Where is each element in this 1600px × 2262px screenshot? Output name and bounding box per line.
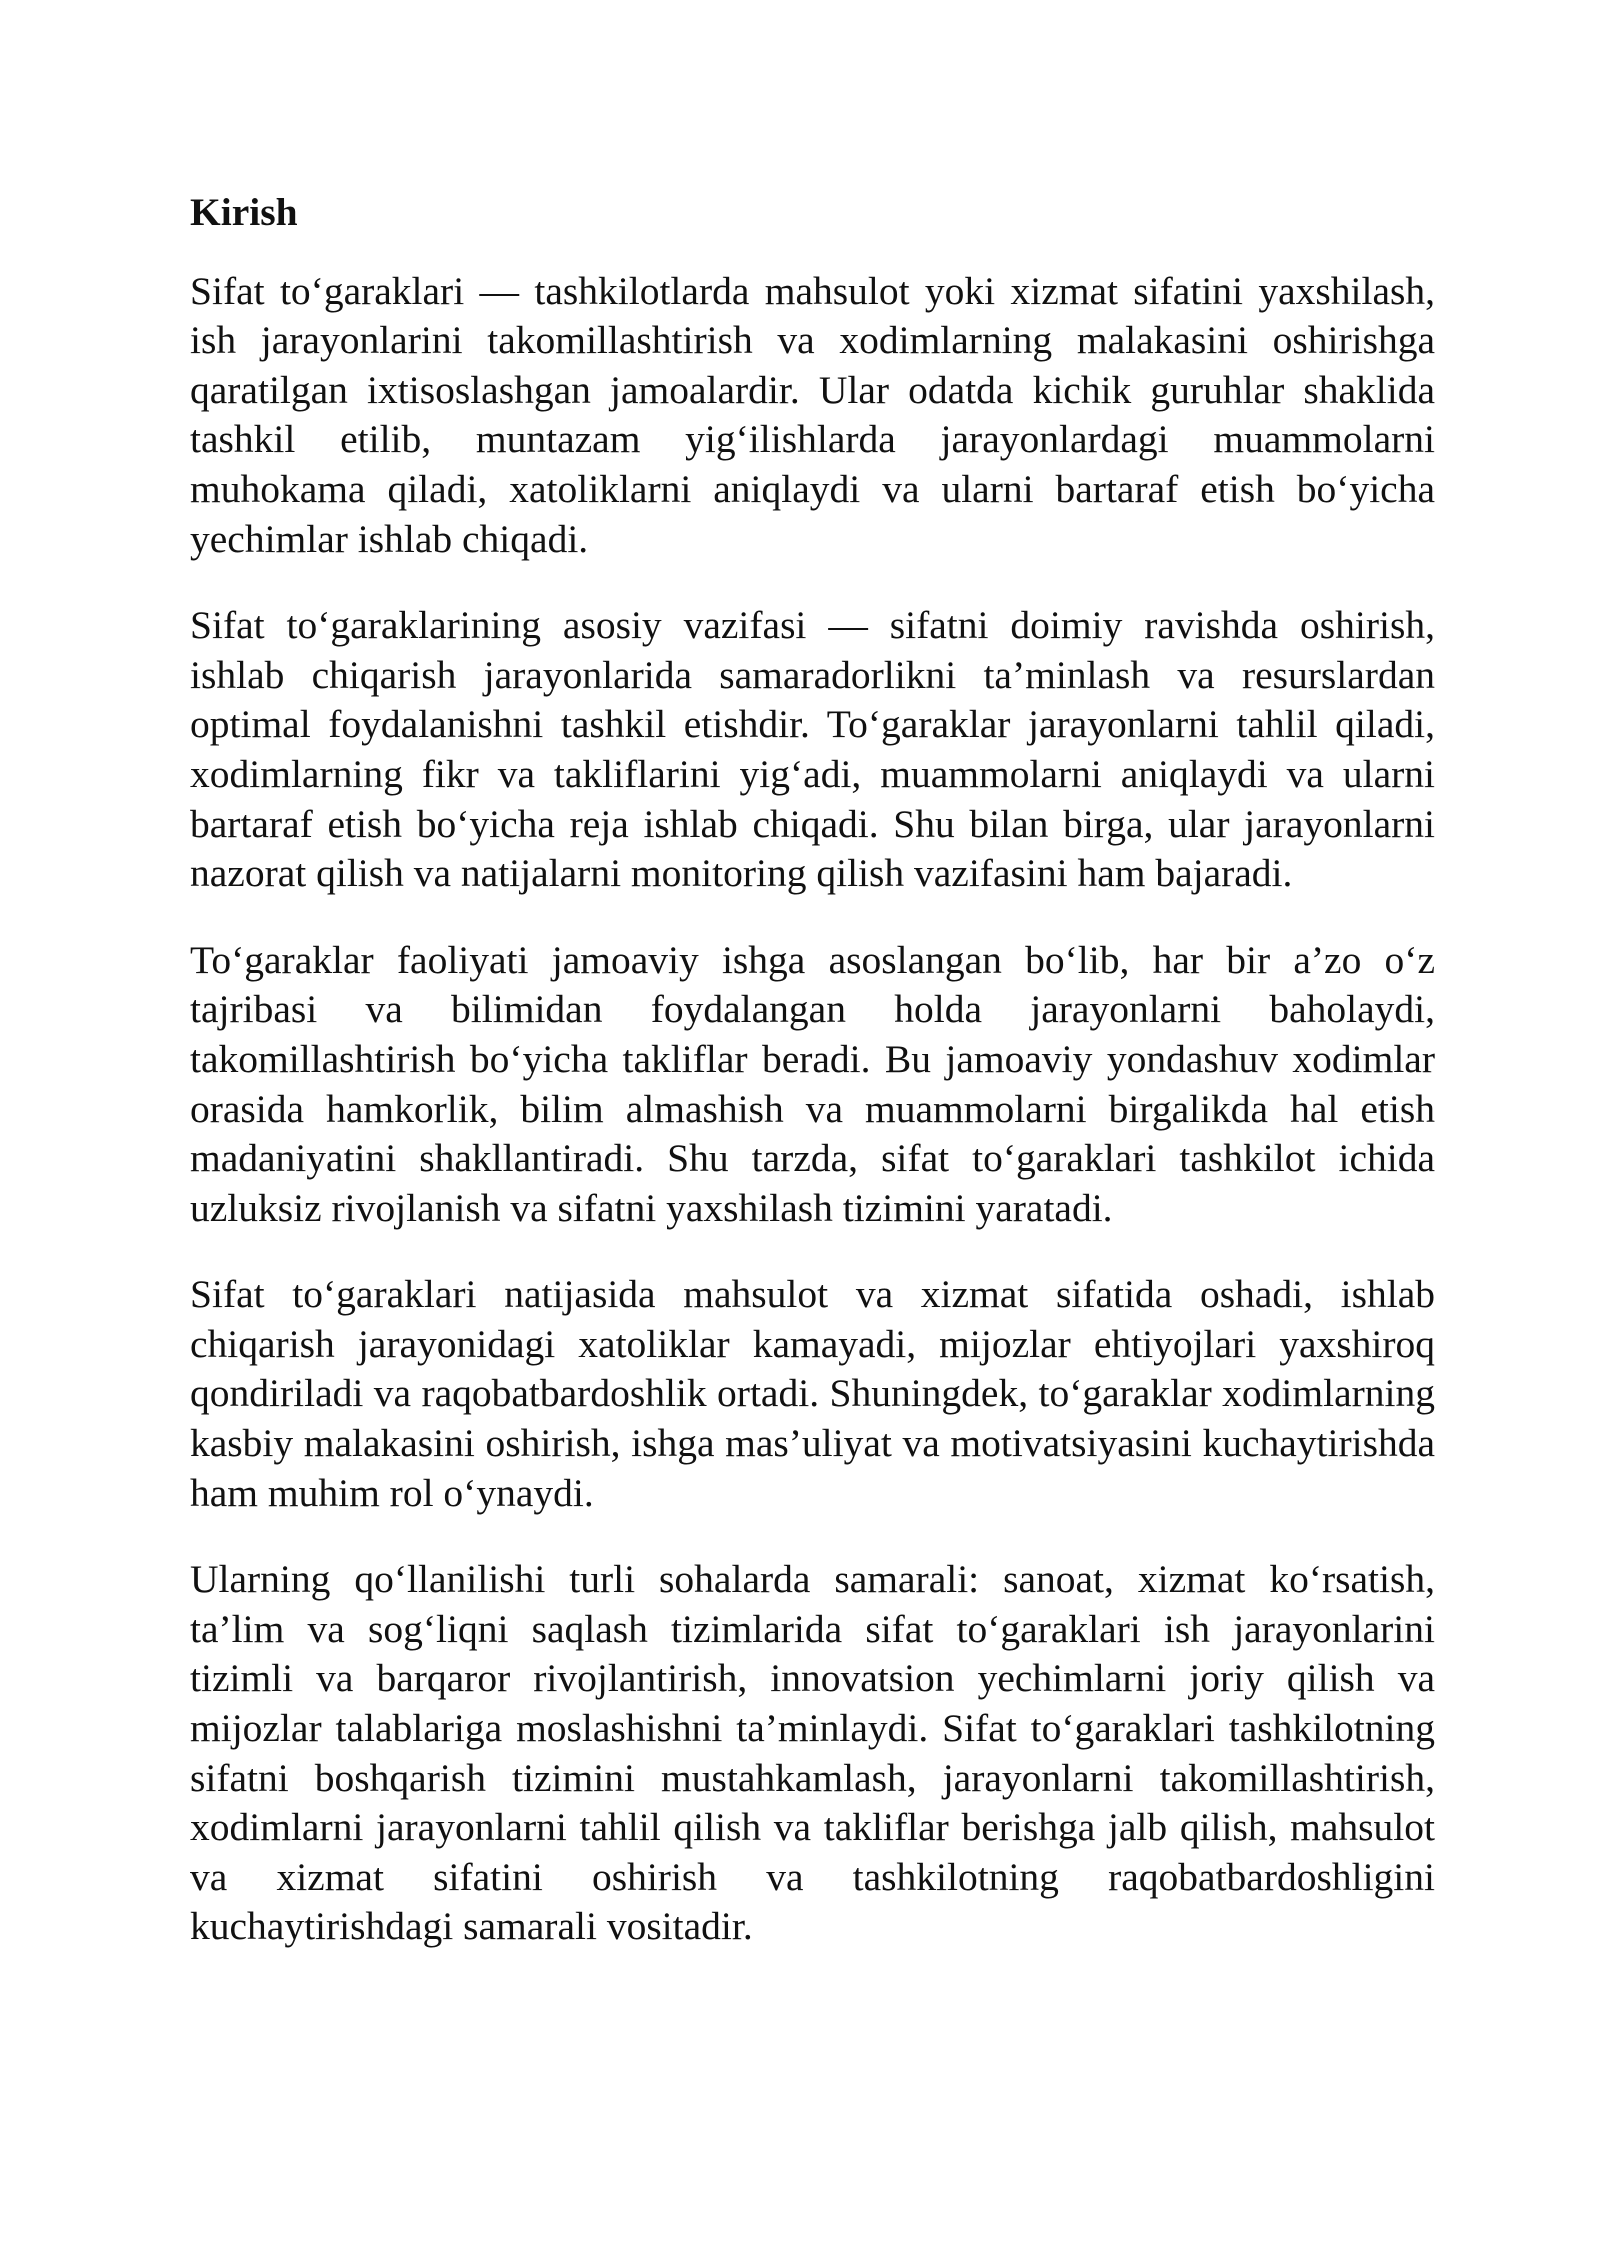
paragraph-2: Sifat to‘garaklarining asosiy vazifasi — sifatni doimiy ravishda oshirish, ishlab chiqarish jarayonlarida samaradorlikni ta’minlash va resurslardan optimal foydalanishni tashkil etishdir. To‘garaklar jarayonlarni tahlil qiladi, xodimlarning fikr va takliflarini yig‘adi, muammolarni aniqlaydi va ularni bartaraf etish bo‘yicha reja ishlab chiqadi. Shu bilan birga, ular jarayonlarni nazorat qilish va natijalarni monitoring qilish vazifasini ham bajaradi.	[190, 603, 1435, 896]
section-heading: Kirish	[190, 190, 298, 234]
paragraph-3: To‘garaklar faoliyati jamoaviy ishga asoslangan bo‘lib, har bir a’zo o‘z tajribasi va bilimidan foydalangan holda jarayonlarni baholaydi, takomillashtirish bo‘yicha takliflar beradi. Bu jamoaviy yondashuv xodimlar orasida hamkorlik, bilim almashish va muammolarni birgalikda hal etish madaniyatini shakllantiradi. Shu tarzda, sifat to‘garaklari tashkilot ichida uzluksiz rivojlanish va sifatni yaxshilash tizimini yaratadi.	[190, 937, 1435, 1230]
document-body	[190, 188, 1435, 1952]
paragraph-1: Sifat to‘garaklari — tashkilotlarda mahsulot yoki xizmat sifatini yaxshilash, ish jarayonlarini takomillashtirish va xodimlarning malakasini oshirishga qaratilgan ixtisoslashgan jamoalardir. Ular odatda kichik guruhlar shaklida tashkil etilib, muntazam yig‘ilishlarda jarayonlardagi muammolarni muhokama qiladi, xatoliklarni aniqlaydi va ularni bartaraf etish bo‘yicha yechimlar ishlab chiqadi.	[190, 268, 1435, 561]
paragraph-5: Ularning qo‘llanilishi turli sohalarda samarali: sanoat, xizmat ko‘rsatish, ta’lim va sog‘liqni saqlash tizimlarida sifat to‘garaklari ish jarayonlarini tizimli va barqaror rivojlantirish, innovatsion yechimlarni joriy qilish va mijozlar talablariga moslashishni ta’minlaydi. Sifat to‘garaklari tashkilotning sifatni boshqarish tizimini mustahkamlash, jarayonlarni takomillashtirish, xodimlarni jarayonlarni tahlil qilish va takliflar berishga jalb qilish, mahsulot va xizmat sifatini oshirish va tashkilotning raqobatbardoshligini kuchaytirishdagi samarali vositadir.	[190, 1557, 1435, 1949]
paragraph-4: Sifat to‘garaklari natijasida mahsulot va xizmat sifatida oshadi, ishlab chiqarish jarayonidagi xatoliklar kamayadi, mijozlar ehtiyojlari yaxshiroq qondiriladi va raqobatbardoshlik ortadi. Shuningdek, to‘garaklar xodimlarning kasbiy malakasini oshirish, ishga mas’uliyat va motivatsiyasini kuchaytirishda ham muhim rol o‘ynaydi.	[190, 1272, 1435, 1515]
